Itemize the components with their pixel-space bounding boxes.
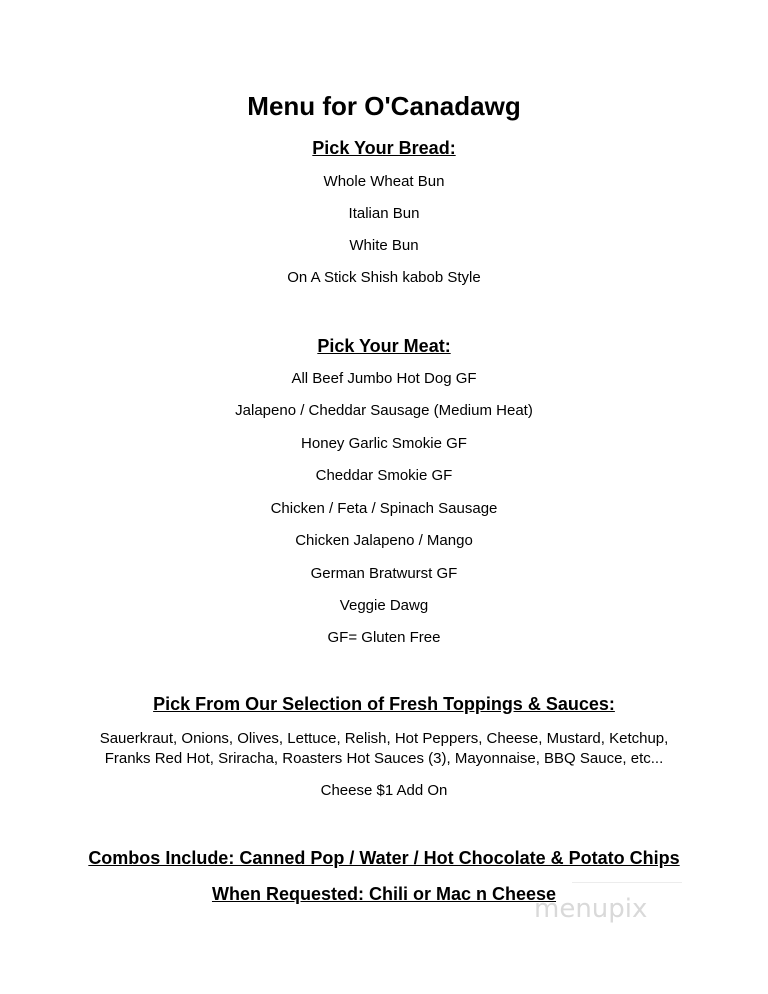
meat-item: Cheddar Smokie GF (315, 467, 453, 484)
meat-item: Jalapeno / Cheddar Sausage (Medium Heat) (235, 402, 533, 419)
meat-item: All Beef Jumbo Hot Dog GF (291, 370, 477, 387)
meat-heading: Pick Your Meat: (317, 336, 451, 356)
meat-item: Honey Garlic Smokie GF (301, 435, 467, 452)
combos-heading: Combos Include: Canned Pop / Water / Hot Chocolate & Potato Chips (88, 848, 680, 868)
bread-item: Italian Bun (348, 205, 420, 222)
toppings-list-line: Sauerkraut, Onions, Olives, Lettuce, Relish, Hot Peppers, Cheese, Mustard, Ketchup, (99, 730, 669, 747)
toppings-heading: Pick From Our Selection of Fresh Toppings & Sauces: (153, 694, 615, 714)
meat-item: GF= Gluten Free (327, 629, 441, 646)
bread-heading: Pick Your Bread: (312, 138, 456, 158)
watermark-rule (572, 882, 682, 883)
bread-item: Whole Wheat Bun (323, 173, 445, 190)
meat-item: German Bratwurst GF (310, 565, 458, 582)
page-title: Menu for O'Canadawg (247, 91, 521, 121)
watermark: menupix (534, 894, 648, 924)
toppings-list-line: Franks Red Hot, Sriracha, Roasters Hot Sauces (3), Mayonnaise, BBQ Sauce, etc... (104, 750, 664, 767)
meat-item: Chicken Jalapeno / Mango (295, 532, 473, 549)
meat-item: Veggie Dawg (339, 597, 429, 614)
bread-item: On A Stick Shish kabob Style (287, 269, 481, 286)
combos-requested: When Requested: Chili or Mac n Cheese (211, 884, 557, 904)
bread-item: White Bun (349, 237, 419, 254)
meat-item: Chicken / Feta / Spinach Sausage (270, 500, 498, 517)
cheese-add-on: Cheese $1 Add On (320, 782, 448, 799)
